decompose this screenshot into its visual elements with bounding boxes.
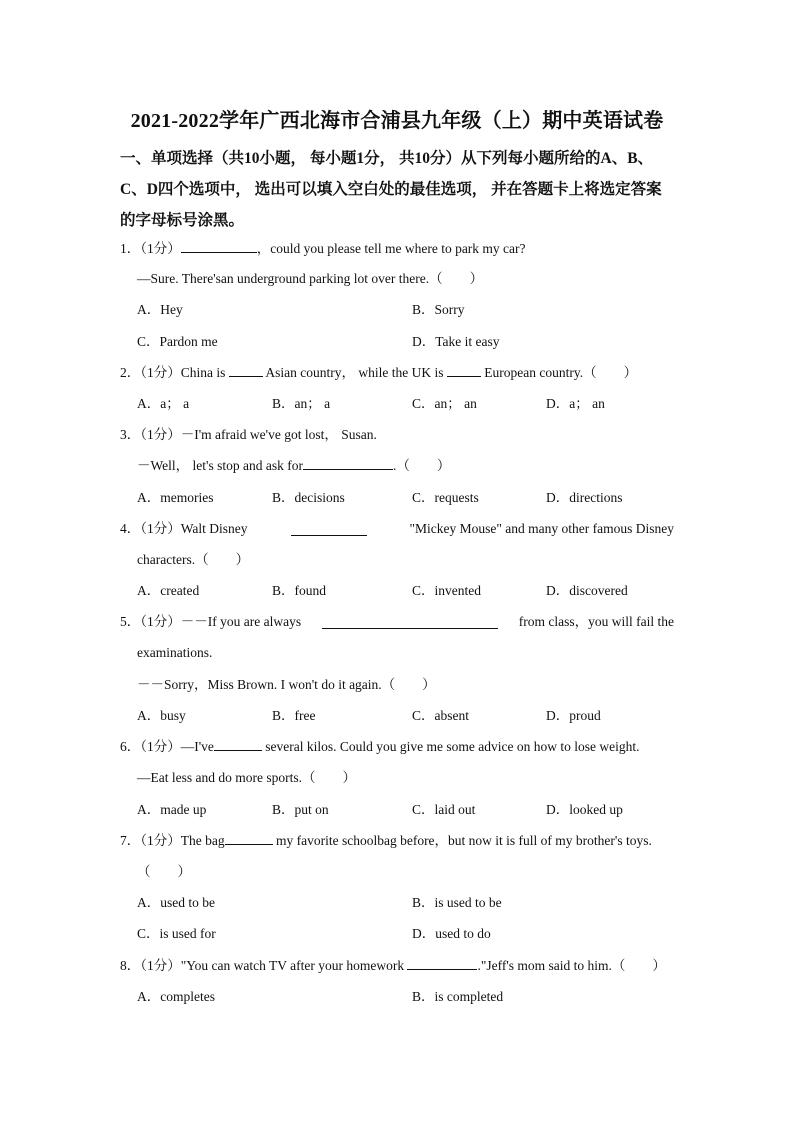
exam-title: 2021-2022学年广西北海市合浦县九年级（上）期中英语试卷 [130,110,664,132]
q8-option-b[interactable]: B．is completed [412,989,504,1004]
q3-option-a[interactable]: A．memories [137,490,214,505]
q1-option-b[interactable]: B．Sorry [412,302,465,317]
question-4-line-2: characters.（ ） [137,552,250,567]
q2-option-a[interactable]: A．a； a [137,396,190,411]
answer-blank [407,956,477,970]
question-6-text-b: several kilos. Could you give me some advice on how to lose weight. [265,739,640,754]
q4-option-b[interactable]: B．found [272,583,326,598]
q8-option-a[interactable]: A．completes [137,989,215,1004]
question-5-line-2: examinations. [137,645,213,660]
q2-option-d[interactable]: D．a； an [546,396,605,411]
question-4-text-b: "Mickey Mouse" and many other famous Disney [409,521,674,536]
q6-option-c[interactable]: C．laid out [412,802,476,817]
q5-option-d[interactable]: D．proud [546,708,601,723]
q4-option-c[interactable]: C．invented [412,583,481,598]
q5-option-b[interactable]: B．free [272,708,316,723]
question-7-line-2: （ ） [137,864,191,879]
question-8-text-b: ."Jeff's mom said to him.（ ） [477,958,666,973]
q7-option-c[interactable]: C．is used for [137,926,216,941]
answer-blank [447,363,481,377]
question-6-line-2: —Eat less and do more sports.（ ） [137,770,356,785]
question-7-text-b: my favorite schoolbag before，but now it is full of my brother's toys. [275,833,652,848]
q3-option-b[interactable]: B．decisions [272,490,345,505]
answer-blank [229,363,263,377]
question-1 [120,239,526,259]
answer-blank [225,831,273,845]
answer-blank [322,615,498,629]
q3-option-c[interactable]: C．requests [412,490,479,505]
question-2-text-b: Asian country， while the UK is [265,365,444,380]
q5-option-c[interactable]: C．absent [412,708,469,723]
question-1-line-2: —Sure. There'san underground parking lot over there.（ ） [137,271,484,286]
question-8-text-a: 8．（1分）"You can watch TV after your homework [120,958,405,973]
question-5-text-b: from class，you will fail the [518,614,674,629]
q7-option-a[interactable]: A．used to be [137,895,215,910]
question-6 [120,737,639,757]
answer-blank [181,239,257,253]
q6-option-d[interactable]: D．looked up [546,802,623,817]
question-5-line-3: －－Sorry，Miss Brown. I won't do it again.（ ） [137,677,436,692]
answer-blank [214,737,262,751]
question-4-text-a: 4．（1分）Walt Disney [120,521,248,536]
question-7-text-a: 7．（1分）The bag [120,833,225,848]
section-instructions: 一、单项选择（共10小题， 每小题1分， 共10分）从下列每小题所给的A、B、C、D四个选项中， 选出可以填入空白处的最佳选项， 并在答题卡上将选定答案的字母标号涂黑。 [120,150,662,229]
question-1-number: 1．（1分） [120,241,181,256]
q3-option-d[interactable]: D．directions [546,490,623,505]
answer-blank [291,522,367,536]
q1-option-a[interactable]: A．Hey [137,302,183,317]
q1-option-d[interactable]: D．Take it easy [412,334,500,349]
q1-option-c[interactable]: C．Pardon me [137,334,218,349]
question-8 [120,956,666,976]
q4-option-a[interactable]: A．created [137,583,200,598]
question-1-text: ，could you please tell me where to park my car? [256,241,526,256]
question-5-text-a: 5．（1分）－－If you are always [120,614,302,629]
question-2-text-a: 2．（1分）China is [120,365,226,380]
question-5 [120,612,674,632]
q2-option-c[interactable]: C．an； an [412,396,477,411]
q5-option-a[interactable]: A．busy [137,708,186,723]
question-2-text-c: European country.（ ） [484,365,638,380]
answer-blank [303,456,393,470]
question-6-text-a: 6．（1分）—I've [120,739,214,754]
question-7 [120,831,652,851]
question-3-text-b: .（ ） [392,458,451,473]
q6-option-b[interactable]: B．put on [272,802,329,817]
q2-option-b[interactable]: B．an； a [272,396,331,411]
q7-option-d[interactable]: D．used to do [412,926,491,941]
q7-option-b[interactable]: B．is used to be [412,895,502,910]
question-2 [120,363,637,383]
question-4 [120,519,674,539]
q6-option-a[interactable]: A．made up [137,802,207,817]
question-3-text-a: －Well， let's stop and ask for [137,458,303,473]
q4-option-d[interactable]: D．discovered [546,583,628,598]
question-3-line-2 [137,456,450,476]
question-3: 3．（1分）－I'm afraid we've got lost， Susan. [120,427,377,442]
